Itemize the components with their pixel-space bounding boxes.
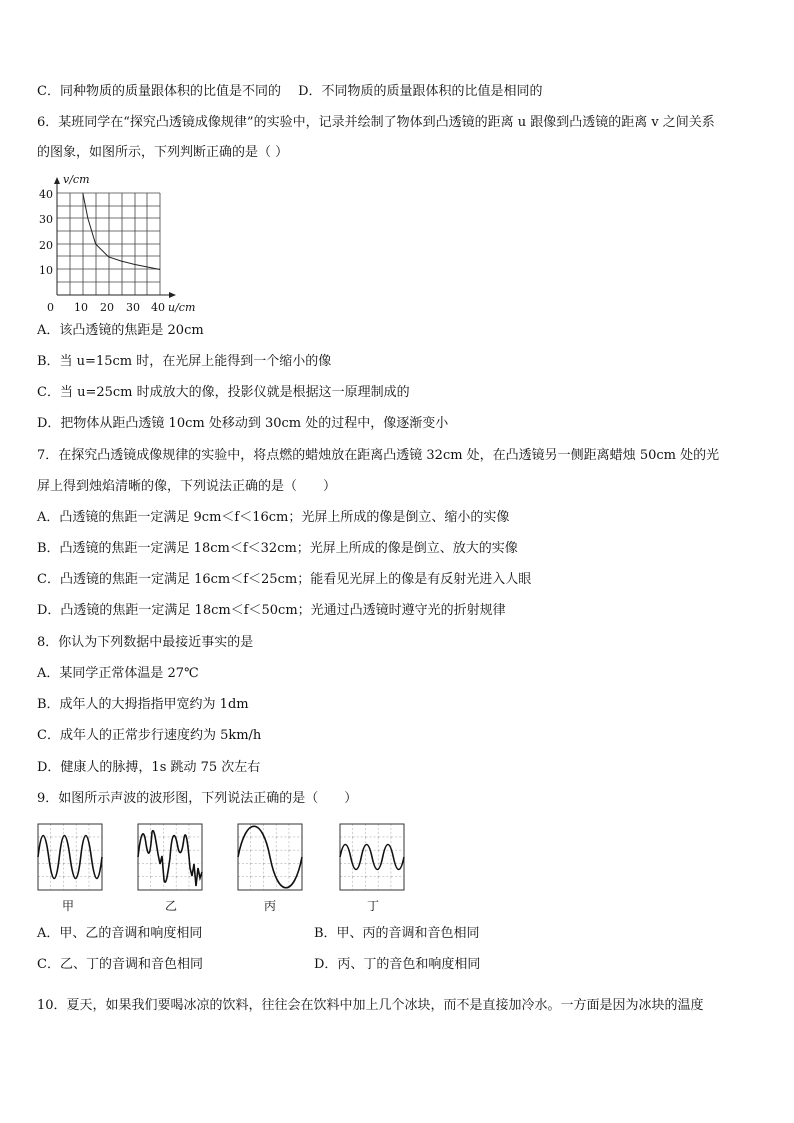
uv-grid bbox=[57, 193, 160, 295]
q9-options-row1 bbox=[37, 924, 480, 944]
q7-stem-line1: 7．在探究凸透镜成像规律的实验中，将点燃的蜡烛放在距离凸透镜 32cm 处，在凸透镜另一侧距离蜡烛 50cm 处的光 bbox=[37, 448, 720, 463]
q8-option-c: C．成年人的正常步行速度约为 5km/h bbox=[37, 728, 262, 743]
q7-stem-line2: 屏上得到烛焰清晰的像，下列说法正确的是（ ） bbox=[37, 479, 337, 494]
waveform-label: 丁 bbox=[367, 899, 380, 913]
q7-option-a: A．凸透镜的焦距一定满足 9cm＜f＜16cm；光屏上所成的像是倒立、缩小的实像 bbox=[37, 510, 510, 525]
q7-option-b: B．凸透镜的焦距一定满足 18cm＜f＜32cm；光屏上所成的像是倒立、放大的实像 bbox=[37, 541, 518, 556]
q8-option-b: B．成年人的大拇指指甲宽约为 1dm bbox=[37, 697, 249, 712]
waveform-label: 乙 bbox=[165, 899, 178, 913]
q10-stem-line1: 10．夏天，如果我们要喝冰凉的饮料，往往会在饮料中加上几个冰块，而不是直接加冷水。一方面是因为冰块的温度 bbox=[37, 998, 704, 1013]
x-tick-label: 40 bbox=[151, 301, 165, 314]
q6-stem-line2: 的图象，如图所示，下列判断正确的是（ ） bbox=[37, 145, 289, 160]
waveform-bing bbox=[238, 824, 302, 913]
x-axis-label: u/cm bbox=[168, 301, 196, 314]
q6-stem-line1: 6．某班同学在“探究凸透镜成像规律”的实验中，记录并绘制了物体到凸透镜的距离 u 跟像到凸透镜的距离 v 之间关系 bbox=[37, 115, 715, 130]
q6-option-d: D．把物体从距凸透镜 10cm 处移动到 30cm 处的过程中，像逐渐变小 bbox=[37, 416, 449, 431]
waveform-label: 丙 bbox=[264, 899, 277, 913]
x-axis-arrow bbox=[169, 292, 176, 298]
x-tick-label: 20 bbox=[100, 301, 114, 314]
q7-option-c: C．凸透镜的焦距一定满足 16cm＜f＜25cm；能看见光屏上的像是有反射光进入人眼 bbox=[37, 572, 532, 587]
q9-option-c: C．乙、丁的音调和音色相同 bbox=[37, 957, 203, 972]
waveform-label: 甲 bbox=[62, 899, 75, 913]
q8-option-a: A．某同学正常体温是 27℃ bbox=[37, 666, 199, 681]
q9-option-b: B．甲、丙的音调和音色相同 bbox=[314, 926, 480, 941]
q9-option-d: D．丙、丁的音色和响度相同 bbox=[314, 957, 481, 972]
q7-option-d: D．凸透镜的焦距一定满足 18cm＜f＜50cm；光通过凸透镜时遵守光的折射规律 bbox=[37, 603, 506, 618]
y-axis-arrow bbox=[54, 177, 60, 184]
x-tick-label: 0 bbox=[47, 301, 54, 314]
x-tick-label: 30 bbox=[126, 301, 140, 314]
waveform-figures bbox=[30, 820, 420, 915]
q5-options-cd: C．同种物质的质量跟体积的比值是不同的 D．不同物质的质量跟体积的比值是相同的 bbox=[37, 84, 543, 99]
waveform-jia bbox=[38, 824, 102, 913]
uv-axes bbox=[57, 179, 174, 295]
x-tick-label: 10 bbox=[74, 301, 88, 314]
q9-stem: 9．如图所示声波的波形图，下列说法正确的是（ ） bbox=[37, 791, 358, 806]
y-tick-label: 40 bbox=[39, 188, 53, 201]
y-tick-label: 30 bbox=[39, 213, 53, 226]
q6-option-b: B．当 u=15cm 时，在光屏上能得到一个缩小的像 bbox=[37, 354, 332, 369]
q8-option-d: D．健康人的脉搏，1s 跳动 75 次左右 bbox=[37, 760, 261, 775]
q8-stem: 8．你认为下列数据中最接近事实的是 bbox=[37, 635, 254, 650]
y-tick-label: 10 bbox=[39, 264, 53, 277]
q6-option-c: C．当 u=25cm 时成放大的像，投影仪就是根据这一原理制成的 bbox=[37, 385, 410, 400]
y-tick-label: 20 bbox=[39, 239, 53, 252]
q9-option-a: A．甲、乙的音调和响度相同 bbox=[37, 926, 203, 941]
waveform-yi bbox=[138, 824, 202, 913]
y-axis-label: v/cm bbox=[63, 173, 90, 186]
q6-option-a: A．该凸透镜的焦距是 20cm bbox=[37, 323, 204, 338]
waveform-ding bbox=[340, 824, 404, 913]
uv-graph bbox=[30, 170, 210, 318]
q9-options-row2 bbox=[37, 955, 480, 975]
